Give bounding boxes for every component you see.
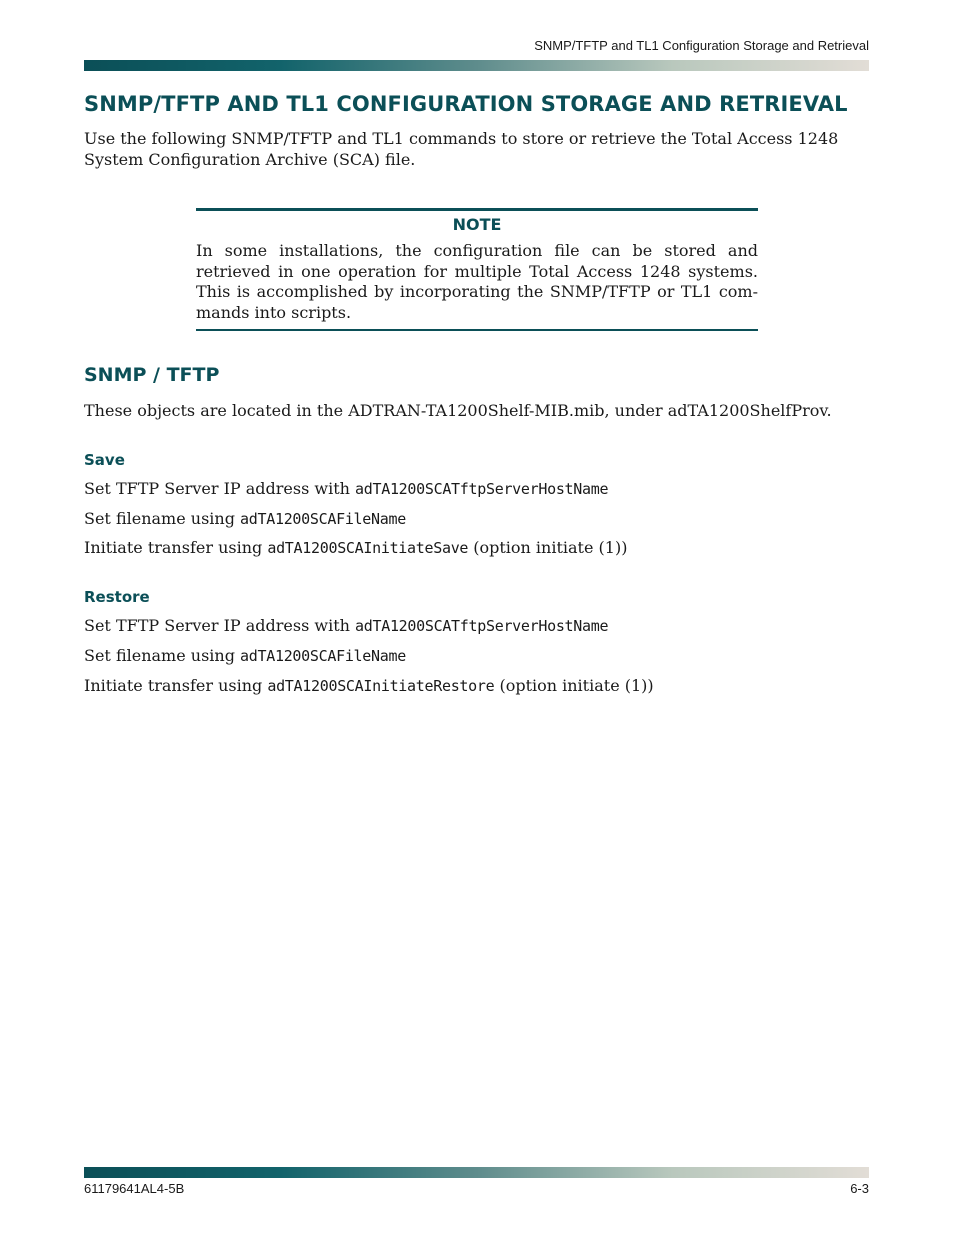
document-number: 61179641AL4-5B	[84, 1181, 185, 1196]
mib-object: adTA1200SCAInitiateRestore	[267, 677, 495, 695]
save-line-1: Set TFTP Server IP address with adTA1200SCATftpServerHostName	[84, 479, 609, 498]
snmp-intro: These objects are located in the ADTRAN-TA1200Shelf-MIB.mib, under adTA1200ShelfProv.	[84, 401, 832, 420]
mib-object: adTA1200SCAFileName	[240, 510, 406, 528]
restore-heading: Restore	[84, 588, 150, 606]
mib-object: adTA1200SCATftpServerHostName	[355, 480, 609, 498]
mib-object: adTA1200SCATftpServerHostName	[355, 617, 609, 635]
header-bar	[84, 60, 869, 71]
save-line-2: Set filename using adTA1200SCAFileName	[84, 509, 406, 528]
restore-line-3: Initiate transfer using adTA1200SCAInitiateRestore (option initiate (1))	[84, 676, 654, 695]
restore-line-1: Set TFTP Server IP address with adTA1200SCATftpServerHostName	[84, 616, 609, 635]
save-heading: Save	[84, 451, 125, 469]
page-number: 6-3	[850, 1181, 869, 1196]
note-text: In some installations, the configuration file can be stored and retrieved in one operation for multiple Total Access 1248 systems. This is accomplished by incorporating the SNMP/TFTP or TL1 com-mands into scripts.	[196, 241, 758, 322]
note-title: NOTE	[452, 215, 502, 234]
mib-object: adTA1200SCAInitiateSave	[267, 539, 469, 557]
note-box	[196, 208, 758, 331]
restore-line-2: Set filename using adTA1200SCAFileName	[84, 646, 406, 665]
snmp-tftp-heading: SNMP / TFTP	[84, 364, 220, 386]
section-intro: Use the following SNMP/TFTP and TL1 commands to store or retrieve the Total Access 1248 System Configuration Archive (SCA) file.	[84, 129, 839, 169]
running-header: SNMP/TFTP and TL1 Configuration Storage and Retrieval	[534, 38, 869, 53]
footer-bar	[84, 1167, 869, 1178]
section-title: SNMP/TFTP AND TL1 CONFIGURATION STORAGE AND RETRIEVAL	[84, 92, 848, 116]
mib-object: adTA1200SCAFileName	[240, 647, 406, 665]
save-line-3: Initiate transfer using adTA1200SCAInitiateSave (option initiate (1))	[84, 538, 628, 557]
